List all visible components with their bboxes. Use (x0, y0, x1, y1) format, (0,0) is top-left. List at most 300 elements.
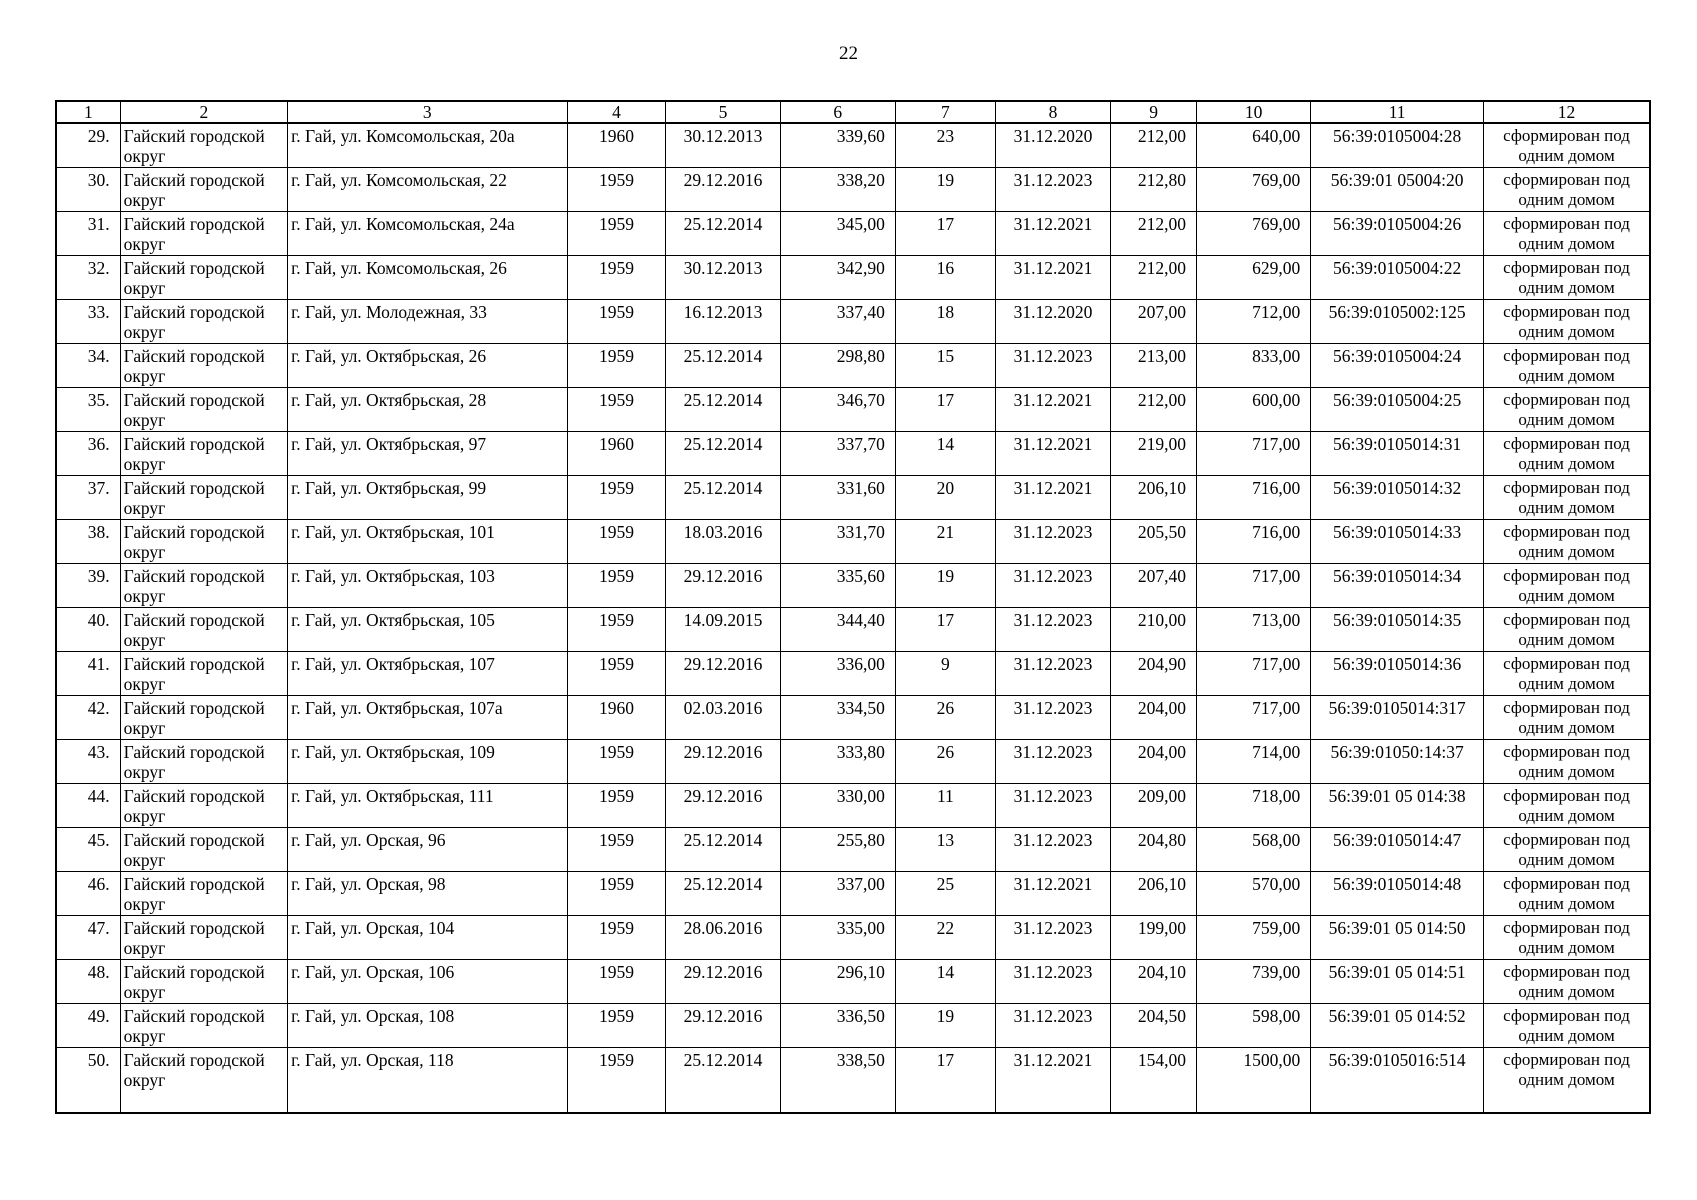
table-row (56, 828, 1650, 872)
year-built-cell: 1959 (567, 960, 666, 1004)
land-area-cell: 568,00 (1197, 828, 1311, 872)
column-number: 6 (780, 101, 895, 123)
planned-date-cell: 31.12.2023 (995, 740, 1110, 784)
residents-cell: 26 (895, 696, 995, 740)
date-cell: 25.12.2014 (666, 1048, 780, 1114)
municipality-cell: Гайский городской округ (120, 564, 287, 608)
cost-cell: 213,00 (1111, 344, 1197, 388)
cost-cell: 212,00 (1111, 388, 1197, 432)
year-built-cell: 1960 (567, 696, 666, 740)
residents-cell: 25 (895, 872, 995, 916)
residents-cell: 19 (895, 1004, 995, 1048)
residents-cell: 19 (895, 168, 995, 212)
row-number-cell: 49. (56, 1004, 120, 1048)
table-row (56, 432, 1650, 476)
land-area-cell: 717,00 (1197, 652, 1311, 696)
residents-cell: 15 (895, 344, 995, 388)
cost-cell: 154,00 (1111, 1048, 1197, 1114)
land-area-cell: 717,00 (1197, 564, 1311, 608)
year-built-cell: 1959 (567, 1048, 666, 1114)
municipality-cell: Гайский городской округ (120, 476, 287, 520)
date-cell: 14.09.2015 (666, 608, 780, 652)
land-note-cell: сформирован под одним домом (1484, 740, 1650, 784)
residents-cell: 11 (895, 784, 995, 828)
row-number-cell: 45. (56, 828, 120, 872)
address-cell: г. Гай, ул. Октябрьская, 105 (288, 608, 567, 652)
municipality-cell: Гайский городской округ (120, 784, 287, 828)
year-built-cell: 1959 (567, 916, 666, 960)
land-note-cell: сформирован под одним домом (1484, 696, 1650, 740)
address-cell: г. Гай, ул. Орская, 106 (288, 960, 567, 1004)
table-row (56, 300, 1650, 344)
address-cell: г. Гай, ул. Орская, 96 (288, 828, 567, 872)
date-cell: 28.06.2016 (666, 916, 780, 960)
municipality-cell: Гайский городской округ (120, 1004, 287, 1048)
column-number: 12 (1484, 101, 1650, 123)
date-cell: 29.12.2016 (666, 168, 780, 212)
municipality-cell: Гайский городской округ (120, 212, 287, 256)
cadastral-number-cell: 56:39:01050:14:37 (1311, 740, 1484, 784)
cost-cell: 205,50 (1111, 520, 1197, 564)
land-area-cell: 769,00 (1197, 168, 1311, 212)
land-note-cell: сформирован под одним домом (1484, 916, 1650, 960)
cadastral-number-cell: 56:39:0105014:47 (1311, 828, 1484, 872)
row-number-cell: 39. (56, 564, 120, 608)
land-note-cell: сформирован под одним домом (1484, 784, 1650, 828)
table-row (56, 520, 1650, 564)
cadastral-number-cell: 56:39:0105014:35 (1311, 608, 1484, 652)
row-number-cell: 41. (56, 652, 120, 696)
area-cell: 345,00 (780, 212, 895, 256)
planned-date-cell: 31.12.2023 (995, 608, 1110, 652)
area-cell: 331,60 (780, 476, 895, 520)
address-cell: г. Гай, ул. Октябрьская, 101 (288, 520, 567, 564)
row-number-cell: 43. (56, 740, 120, 784)
date-cell: 25.12.2014 (666, 432, 780, 476)
date-cell: 29.12.2016 (666, 960, 780, 1004)
cadastral-number-cell: 56:39:0105014:48 (1311, 872, 1484, 916)
area-cell: 346,70 (780, 388, 895, 432)
address-cell: г. Гай, ул. Октябрьская, 28 (288, 388, 567, 432)
year-built-cell: 1959 (567, 872, 666, 916)
residents-cell: 19 (895, 564, 995, 608)
area-cell: 336,50 (780, 1004, 895, 1048)
column-number: 1 (56, 101, 120, 123)
date-cell: 29.12.2016 (666, 784, 780, 828)
date-cell: 29.12.2016 (666, 1004, 780, 1048)
address-cell: г. Гай, ул. Комсомольская, 26 (288, 256, 567, 300)
area-cell: 339,60 (780, 123, 895, 168)
land-area-cell: 600,00 (1197, 388, 1311, 432)
year-built-cell: 1959 (567, 784, 666, 828)
column-number: 3 (288, 101, 567, 123)
row-number-cell: 44. (56, 784, 120, 828)
table-row (56, 1004, 1650, 1048)
planned-date-cell: 31.12.2023 (995, 652, 1110, 696)
date-cell: 25.12.2014 (666, 872, 780, 916)
residents-cell: 17 (895, 388, 995, 432)
municipality-cell: Гайский городской округ (120, 520, 287, 564)
land-note-cell: сформирован под одним домом (1484, 388, 1650, 432)
land-area-cell: 570,00 (1197, 872, 1311, 916)
municipality-cell: Гайский городской округ (120, 696, 287, 740)
table-row (56, 564, 1650, 608)
planned-date-cell: 31.12.2023 (995, 520, 1110, 564)
date-cell: 25.12.2014 (666, 344, 780, 388)
municipality-cell: Гайский городской округ (120, 1048, 287, 1114)
row-number-cell: 30. (56, 168, 120, 212)
address-cell: г. Гай, ул. Октябрьская, 103 (288, 564, 567, 608)
cost-cell: 206,10 (1111, 872, 1197, 916)
row-number-cell: 35. (56, 388, 120, 432)
column-number: 9 (1111, 101, 1197, 123)
date-cell: 25.12.2014 (666, 212, 780, 256)
area-cell: 337,00 (780, 872, 895, 916)
municipality-cell: Гайский городской округ (120, 916, 287, 960)
municipality-cell: Гайский городской округ (120, 828, 287, 872)
date-cell: 16.12.2013 (666, 300, 780, 344)
row-number-cell: 38. (56, 520, 120, 564)
planned-date-cell: 31.12.2021 (995, 432, 1110, 476)
table-row (56, 388, 1650, 432)
year-built-cell: 1959 (567, 564, 666, 608)
date-cell: 25.12.2014 (666, 388, 780, 432)
address-cell: г. Гай, ул. Комсомольская, 22 (288, 168, 567, 212)
residents-cell: 17 (895, 212, 995, 256)
row-number-cell: 50. (56, 1048, 120, 1114)
year-built-cell: 1959 (567, 608, 666, 652)
row-number-cell: 36. (56, 432, 120, 476)
table-row (56, 344, 1650, 388)
address-cell: г. Гай, ул. Октябрьская, 97 (288, 432, 567, 476)
municipality-cell: Гайский городской округ (120, 123, 287, 168)
area-cell: 337,40 (780, 300, 895, 344)
cadastral-number-cell: 56:39:0105014:31 (1311, 432, 1484, 476)
column-number: 2 (120, 101, 287, 123)
municipality-cell: Гайский городской округ (120, 960, 287, 1004)
address-cell: г. Гай, ул. Орская, 98 (288, 872, 567, 916)
address-cell: г. Гай, ул. Октябрьская, 109 (288, 740, 567, 784)
row-number-cell: 33. (56, 300, 120, 344)
address-cell: г. Гай, ул. Молодежная, 33 (288, 300, 567, 344)
planned-date-cell: 31.12.2023 (995, 1004, 1110, 1048)
year-built-cell: 1959 (567, 652, 666, 696)
planned-date-cell: 31.12.2023 (995, 916, 1110, 960)
row-number-cell: 40. (56, 608, 120, 652)
table-row (56, 740, 1650, 784)
land-note-cell: сформирован под одним домом (1484, 960, 1650, 1004)
year-built-cell: 1959 (567, 828, 666, 872)
residents-cell: 18 (895, 300, 995, 344)
area-cell: 255,80 (780, 828, 895, 872)
area-cell: 334,50 (780, 696, 895, 740)
year-built-cell: 1959 (567, 256, 666, 300)
year-built-cell: 1959 (567, 476, 666, 520)
date-cell: 30.12.2013 (666, 123, 780, 168)
date-cell: 30.12.2013 (666, 256, 780, 300)
row-number-cell: 42. (56, 696, 120, 740)
cost-cell: 219,00 (1111, 432, 1197, 476)
cost-cell: 206,10 (1111, 476, 1197, 520)
cost-cell: 204,90 (1111, 652, 1197, 696)
cadastral-number-cell: 56:39:01 05 014:50 (1311, 916, 1484, 960)
cost-cell: 212,00 (1111, 123, 1197, 168)
cadastral-number-cell: 56:39:0105004:26 (1311, 212, 1484, 256)
area-cell: 338,50 (780, 1048, 895, 1114)
address-cell: г. Гай, ул. Орская, 108 (288, 1004, 567, 1048)
land-note-cell: сформирован под одним домом (1484, 212, 1650, 256)
table-row (56, 872, 1650, 916)
year-built-cell: 1959 (567, 1004, 666, 1048)
address-cell: г. Гай, ул. Орская, 104 (288, 916, 567, 960)
municipality-cell: Гайский городской округ (120, 168, 287, 212)
area-cell: 298,80 (780, 344, 895, 388)
area-cell: 337,70 (780, 432, 895, 476)
cost-cell: 212,00 (1111, 256, 1197, 300)
cadastral-number-cell: 56:39:0105014:36 (1311, 652, 1484, 696)
planned-date-cell: 31.12.2023 (995, 696, 1110, 740)
year-built-cell: 1960 (567, 432, 666, 476)
cadastral-number-cell: 56:39:0105004:22 (1311, 256, 1484, 300)
cost-cell: 204,00 (1111, 696, 1197, 740)
land-area-cell: 713,00 (1197, 608, 1311, 652)
planned-date-cell: 31.12.2023 (995, 344, 1110, 388)
municipality-cell: Гайский городской округ (120, 344, 287, 388)
year-built-cell: 1959 (567, 344, 666, 388)
column-number: 10 (1197, 101, 1311, 123)
table-row (56, 476, 1650, 520)
land-area-cell: 640,00 (1197, 123, 1311, 168)
land-note-cell: сформирован под одним домом (1484, 828, 1650, 872)
residents-cell: 16 (895, 256, 995, 300)
date-cell: 29.12.2016 (666, 652, 780, 696)
residents-cell: 14 (895, 960, 995, 1004)
cadastral-number-cell: 56:39:01 05 014:52 (1311, 1004, 1484, 1048)
cost-cell: 212,80 (1111, 168, 1197, 212)
land-note-cell: сформирован под одним домом (1484, 123, 1650, 168)
land-note-cell: сформирован под одним домом (1484, 652, 1650, 696)
land-note-cell: сформирован под одним домом (1484, 1004, 1650, 1048)
table-row (56, 123, 1650, 168)
residents-cell: 21 (895, 520, 995, 564)
cost-cell: 204,50 (1111, 1004, 1197, 1048)
municipality-cell: Гайский городской округ (120, 388, 287, 432)
planned-date-cell: 31.12.2021 (995, 212, 1110, 256)
table-row (56, 212, 1650, 256)
row-number-cell: 46. (56, 872, 120, 916)
land-area-cell: 717,00 (1197, 432, 1311, 476)
date-cell: 02.03.2016 (666, 696, 780, 740)
land-note-cell: сформирован под одним домом (1484, 564, 1650, 608)
land-area-cell: 714,00 (1197, 740, 1311, 784)
address-cell: г. Гай, ул. Октябрьская, 99 (288, 476, 567, 520)
address-cell: г. Гай, ул. Комсомольская, 20а (288, 123, 567, 168)
cadastral-number-cell: 56:39:0105014:317 (1311, 696, 1484, 740)
date-cell: 18.03.2016 (666, 520, 780, 564)
land-note-cell: сформирован под одним домом (1484, 608, 1650, 652)
table-row (56, 168, 1650, 212)
planned-date-cell: 31.12.2020 (995, 300, 1110, 344)
residents-cell: 13 (895, 828, 995, 872)
date-cell: 25.12.2014 (666, 476, 780, 520)
row-number-cell: 31. (56, 212, 120, 256)
table-row (56, 784, 1650, 828)
land-note-cell: сформирован под одним домом (1484, 300, 1650, 344)
row-number-cell: 34. (56, 344, 120, 388)
planned-date-cell: 31.12.2023 (995, 784, 1110, 828)
land-area-cell: 769,00 (1197, 212, 1311, 256)
column-number: 7 (895, 101, 995, 123)
land-area-cell: 718,00 (1197, 784, 1311, 828)
municipality-cell: Гайский городской округ (120, 300, 287, 344)
cost-cell: 212,00 (1111, 212, 1197, 256)
row-number-cell: 37. (56, 476, 120, 520)
area-cell: 333,80 (780, 740, 895, 784)
cadastral-number-cell: 56:39:01 05 014:38 (1311, 784, 1484, 828)
municipality-cell: Гайский городской округ (120, 432, 287, 476)
page-number: 22 (839, 43, 858, 64)
cadastral-number-cell: 56:39:0105004:24 (1311, 344, 1484, 388)
cost-cell: 199,00 (1111, 916, 1197, 960)
planned-date-cell: 31.12.2020 (995, 123, 1110, 168)
column-number: 8 (995, 101, 1110, 123)
cost-cell: 204,80 (1111, 828, 1197, 872)
column-number: 4 (567, 101, 666, 123)
table-row (56, 960, 1650, 1004)
land-area-cell: 759,00 (1197, 916, 1311, 960)
year-built-cell: 1959 (567, 740, 666, 784)
date-cell: 25.12.2014 (666, 828, 780, 872)
year-built-cell: 1960 (567, 123, 666, 168)
residents-cell: 14 (895, 432, 995, 476)
year-built-cell: 1959 (567, 168, 666, 212)
cadastral-number-cell: 56:39:0105002:125 (1311, 300, 1484, 344)
planned-date-cell: 31.12.2021 (995, 256, 1110, 300)
area-cell: 330,00 (780, 784, 895, 828)
municipality-cell: Гайский городской округ (120, 608, 287, 652)
year-built-cell: 1959 (567, 520, 666, 564)
land-note-cell: сформирован под одним домом (1484, 168, 1650, 212)
planned-date-cell: 31.12.2021 (995, 872, 1110, 916)
cadastral-number-cell: 56:39:01 05 014:51 (1311, 960, 1484, 1004)
table-row (56, 916, 1650, 960)
address-cell: г. Гай, ул. Октябрьская, 107 (288, 652, 567, 696)
planned-date-cell: 31.12.2023 (995, 564, 1110, 608)
planned-date-cell: 31.12.2021 (995, 1048, 1110, 1114)
table-row (56, 696, 1650, 740)
residents-cell: 23 (895, 123, 995, 168)
municipality-cell: Гайский городской округ (120, 256, 287, 300)
column-number: 5 (666, 101, 780, 123)
area-cell: 331,70 (780, 520, 895, 564)
residents-cell: 9 (895, 652, 995, 696)
land-area-cell: 716,00 (1197, 476, 1311, 520)
table-row (56, 256, 1650, 300)
land-area-cell: 717,00 (1197, 696, 1311, 740)
land-area-cell: 598,00 (1197, 1004, 1311, 1048)
planned-date-cell: 31.12.2023 (995, 828, 1110, 872)
planned-date-cell: 31.12.2023 (995, 960, 1110, 1004)
municipality-cell: Гайский городской округ (120, 740, 287, 784)
area-cell: 336,00 (780, 652, 895, 696)
area-cell: 342,90 (780, 256, 895, 300)
cost-cell: 207,40 (1111, 564, 1197, 608)
row-number-cell: 47. (56, 916, 120, 960)
planned-date-cell: 31.12.2021 (995, 388, 1110, 432)
area-cell: 335,00 (780, 916, 895, 960)
year-built-cell: 1959 (567, 388, 666, 432)
cadastral-number-cell: 56:39:0105014:34 (1311, 564, 1484, 608)
area-cell: 335,60 (780, 564, 895, 608)
area-cell: 344,40 (780, 608, 895, 652)
municipality-cell: Гайский городской округ (120, 872, 287, 916)
residents-cell: 22 (895, 916, 995, 960)
land-area-cell: 833,00 (1197, 344, 1311, 388)
date-cell: 29.12.2016 (666, 740, 780, 784)
planned-date-cell: 31.12.2023 (995, 168, 1110, 212)
table-row (56, 652, 1650, 696)
cadastral-number-cell: 56:39:0105004:28 (1311, 123, 1484, 168)
land-note-cell: сформирован под одним домом (1484, 256, 1650, 300)
municipality-cell: Гайский городской округ (120, 652, 287, 696)
cost-cell: 207,00 (1111, 300, 1197, 344)
cadastral-number-cell: 56:39:0105016:514 (1311, 1048, 1484, 1114)
planned-date-cell: 31.12.2021 (995, 476, 1110, 520)
address-cell: г. Гай, ул. Октябрьская, 107а (288, 696, 567, 740)
address-cell: г. Гай, ул. Октябрьская, 111 (288, 784, 567, 828)
registry-table (55, 100, 1651, 1114)
cost-cell: 204,00 (1111, 740, 1197, 784)
column-number-row (56, 101, 1650, 123)
address-cell: г. Гай, ул. Орская, 118 (288, 1048, 567, 1114)
row-number-cell: 48. (56, 960, 120, 1004)
year-built-cell: 1959 (567, 300, 666, 344)
row-number-cell: 32. (56, 256, 120, 300)
land-area-cell: 739,00 (1197, 960, 1311, 1004)
cost-cell: 204,10 (1111, 960, 1197, 1004)
year-built-cell: 1959 (567, 212, 666, 256)
land-note-cell: сформирован под одним домом (1484, 476, 1650, 520)
date-cell: 29.12.2016 (666, 564, 780, 608)
address-cell: г. Гай, ул. Октябрьская, 26 (288, 344, 567, 388)
land-area-cell: 716,00 (1197, 520, 1311, 564)
residents-cell: 17 (895, 1048, 995, 1114)
land-note-cell: сформирован под одним домом (1484, 872, 1650, 916)
cadastral-number-cell: 56:39:01 05004:20 (1311, 168, 1484, 212)
cadastral-number-cell: 56:39:0105004:25 (1311, 388, 1484, 432)
column-number: 11 (1311, 101, 1484, 123)
cadastral-number-cell: 56:39:0105014:32 (1311, 476, 1484, 520)
residents-cell: 17 (895, 608, 995, 652)
cost-cell: 209,00 (1111, 784, 1197, 828)
area-cell: 338,20 (780, 168, 895, 212)
residents-cell: 26 (895, 740, 995, 784)
address-cell: г. Гай, ул. Комсомольская, 24а (288, 212, 567, 256)
land-note-cell: сформирован под одним домом (1484, 432, 1650, 476)
table-row (56, 608, 1650, 652)
land-area-cell: 1500,00 (1197, 1048, 1311, 1114)
land-area-cell: 629,00 (1197, 256, 1311, 300)
land-area-cell: 712,00 (1197, 300, 1311, 344)
area-cell: 296,10 (780, 960, 895, 1004)
table-row (56, 1048, 1650, 1114)
land-note-cell: сформирован под одним домом (1484, 1048, 1650, 1114)
cadastral-number-cell: 56:39:0105014:33 (1311, 520, 1484, 564)
residents-cell: 20 (895, 476, 995, 520)
land-note-cell: сформирован под одним домом (1484, 344, 1650, 388)
cost-cell: 210,00 (1111, 608, 1197, 652)
land-note-cell: сформирован под одним домом (1484, 520, 1650, 564)
